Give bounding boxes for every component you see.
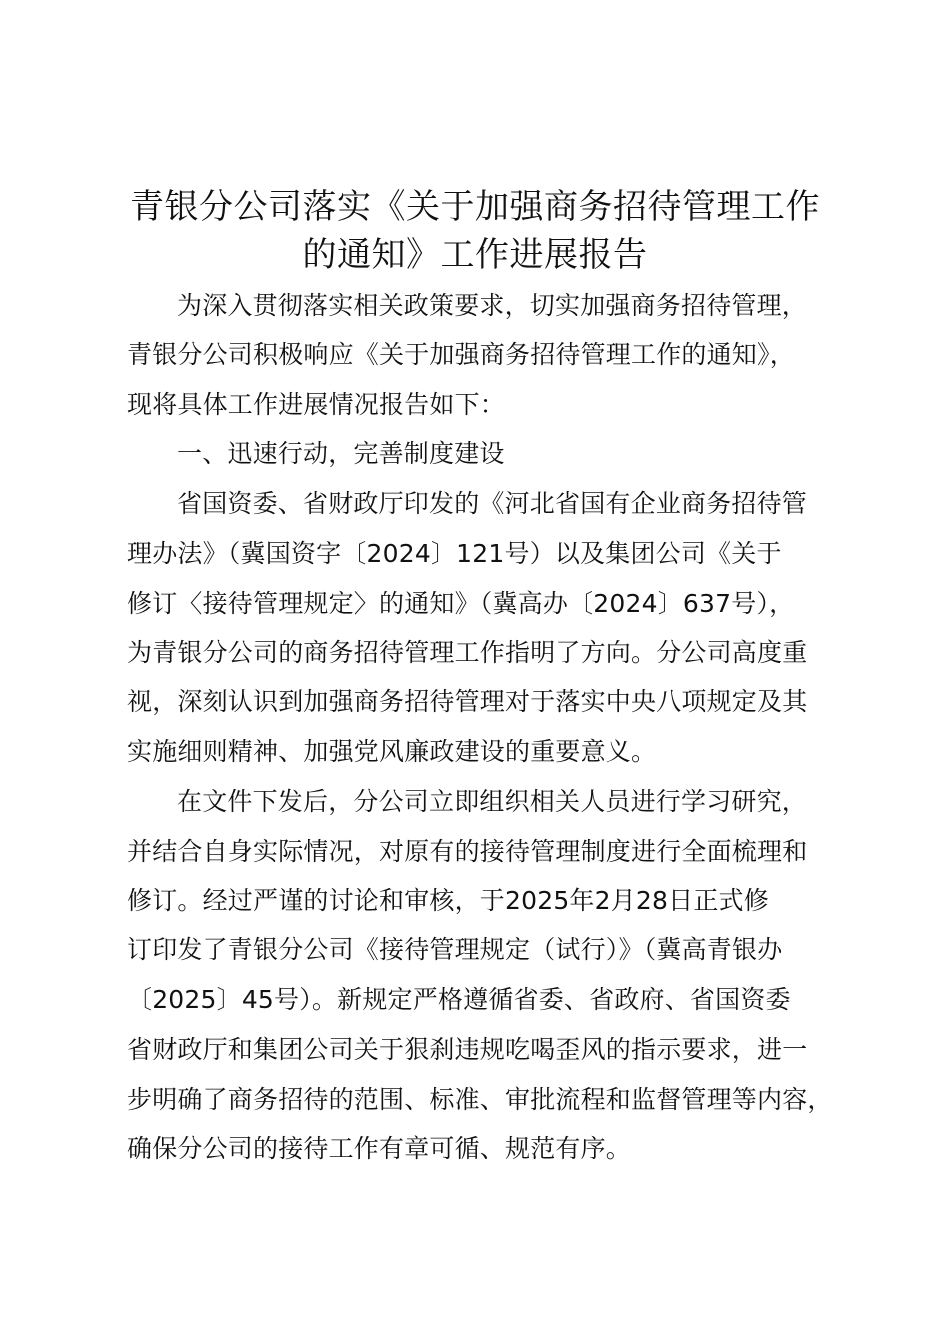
para-2-line-8: 确保分公司的接待工作有章可循、规范有序。 xyxy=(127,1134,632,1163)
document-title-line-1: 青银分公司落实《关于加强商务招待管理工作 xyxy=(130,187,820,227)
para-2-line-7: 步明确了商务招待的范围、标准、审批流程和监督管理等内容， xyxy=(127,1085,833,1114)
para-1-line-4: 为青银分公司的商务招待管理工作指明了方向。分公司高度重 xyxy=(127,638,808,667)
para-2-line-2: 并结合自身实际情况，对原有的接待管理制度进行全面梳理和 xyxy=(127,837,808,866)
para-2-line-1: 在文件下发后，分公司立即组织相关人员进行学习研究， xyxy=(177,787,808,816)
para-2-line-6: 省财政厅和集团公司关于狠刹违规吃喝歪风的指示要求，进一 xyxy=(127,1035,808,1064)
para-1-line-6: 实施细则精神、加强党风廉政建设的重要意义。 xyxy=(127,737,657,766)
para-1-line-5: 视，深刻认识到加强商务招待管理对于落实中央八项规定及其 xyxy=(127,687,808,716)
para-2-line-3: 修订。经过严谨的讨论和审核，于2025年2月28日正式修 xyxy=(127,886,769,915)
intro-line-1: 为深入贯彻落实相关政策要求，切实加强商务招待管理， xyxy=(177,291,808,320)
document-title-line-2: 的通知》工作进展报告 xyxy=(302,235,648,275)
intro-line-3: 现将具体工作进展情况报告如下： xyxy=(127,390,506,419)
para-2-line-5: 〔2025〕45号）。新规定严格遵循省委、省政府、省国资委 xyxy=(127,985,791,1014)
section-1-heading: 一、迅速行动，完善制度建设 xyxy=(177,439,505,468)
para-2-line-4: 订印发了青银分公司《接待管理规定（试行）》（冀高青银办 xyxy=(127,935,783,964)
intro-line-2: 青银分公司积极响应《关于加强商务招待管理工作的通知》， xyxy=(127,340,795,369)
para-1-line-3: 修订〈接待管理规定〉的通知》（冀高办〔2024〕637号）， xyxy=(127,589,795,618)
para-1-line-1: 省国资委、省财政厅印发的《河北省国有企业商务招待管 xyxy=(177,489,808,518)
para-1-line-2: 理办法》（冀国资字〔2024〕121号）以及集团公司《关于 xyxy=(127,539,782,568)
